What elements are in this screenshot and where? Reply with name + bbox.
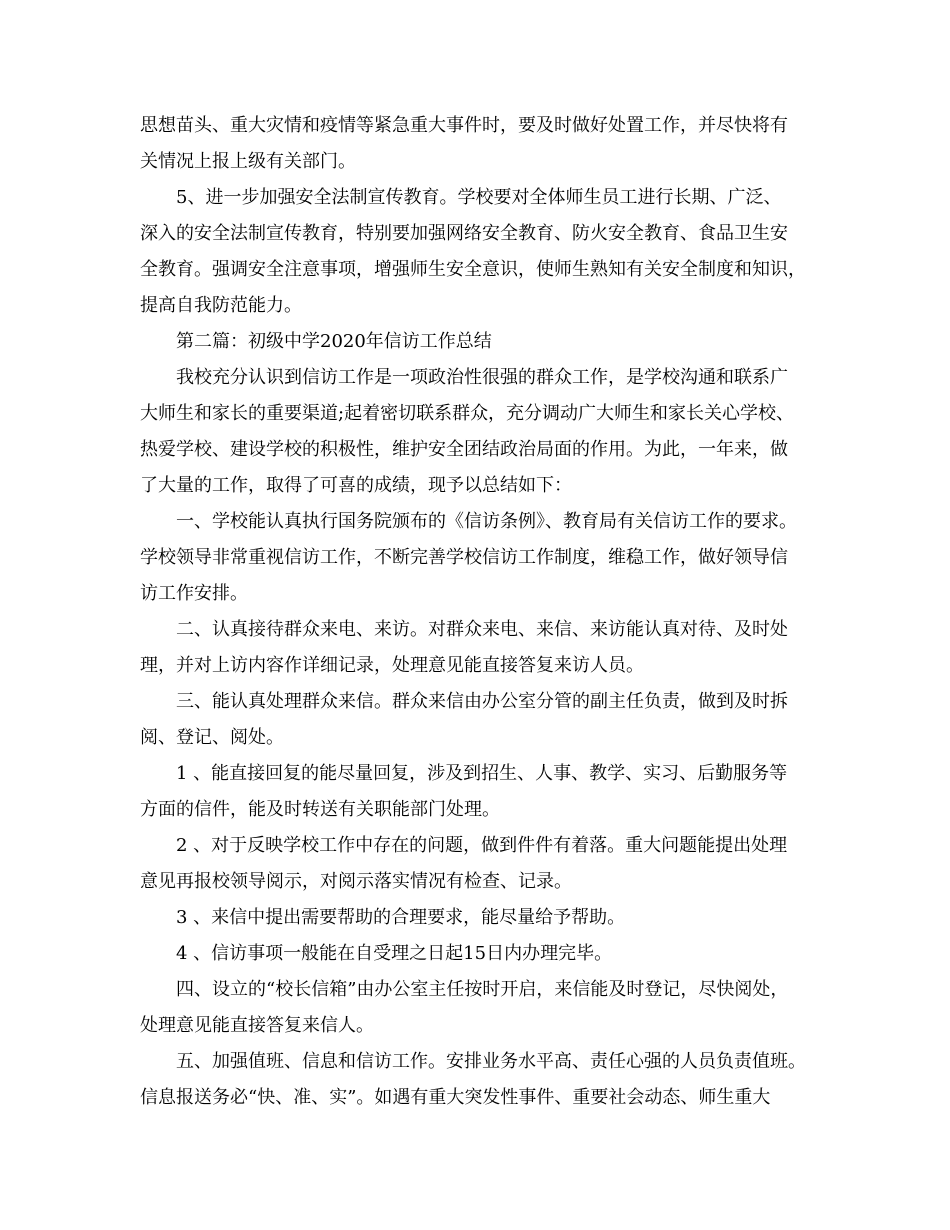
paragraph: 一、学校能认真执行国务院颁布的《信访条例》、教育局有关信访工作的要求。 学校领导非常重视信访工作，不断完善学校信访工作制度，维稳工作，做好领导信 访工作安排。 (140, 511, 797, 604)
document-body (140, 108, 820, 1116)
list-item: 3 、来信中提出需要帮助的合理要求，能尽量给予帮助。 (176, 907, 626, 928)
paragraph: 五、加强值班、信息和信访工作。安排业务水平高、责任心强的人员负责值班。 信息报送务必“快、准、实”。如遇有重大突发性事件、重要社会动态、师生重大 (140, 1051, 806, 1108)
paragraph: 5、进一步加强安全法制宣传教育。学校要对全体师生员工进行长期、广泛、 深入的安全法制宣传教育，特别要加强网络安全教育、防火安全教育、食品卫生安 全教育。强调安全注意事项，增强师生安全意识，使师生熟知有关安全制度和知识， 提高自我防范能力。 (140, 187, 806, 316)
paragraph: 三、能认真处理群众来信。群众来信由办公室分管的副主任负责，做到及时拆 阅、登记、阅处。 (140, 691, 788, 748)
list-item: 2 、对于反映学校工作中存在的问题，做到件件有着落。重大问题能提出处理 意见再报校领导阅示，对阅示落实情况有检查、记录。 (140, 835, 788, 892)
paragraph: 四、设立的“校长信箱”由办公室主任按时开启，来信能及时登记，尽快阅处， 处理意见能直接答复来信人。 (140, 979, 789, 1036)
section-heading: 第二篇：初级中学2020年信访工作总结 (176, 331, 492, 352)
paragraph: 思想苗头、重大灾情和疫情等紧急重大事件时，要及时做好处置工作，并尽快将有 关情况上报上级有关部门。 (140, 115, 788, 172)
paragraph: 我校充分认识到信访工作是一项政治性很强的群众工作，是学校沟通和联系广 大师生和家长的重要渠道;起着密切联系群众，充分调动广大师生和家长关心学校、 热爱学校、建设学校的积极性，维护安全团结政治局面的作用。为此，一年来，做 了大量的工作，取得了可喜的成绩，现予以总结如下： (140, 367, 795, 496)
paragraph: 二、认真接待群众来电、来访。对群众来电、来信、来访能认真对待、及时处 理，并对上访内容作详细记录，处理意见能直接答复来访人员。 (140, 619, 788, 676)
list-item: 4 、信访事项一般能在自受理之日起15日内办理完毕。 (176, 943, 613, 964)
list-item: 1 、能直接回复的能尽量回复，涉及到招生、人事、教学、实习、后勤服务等 方面的信件，能及时转送有关职能部门处理。 (140, 763, 788, 820)
